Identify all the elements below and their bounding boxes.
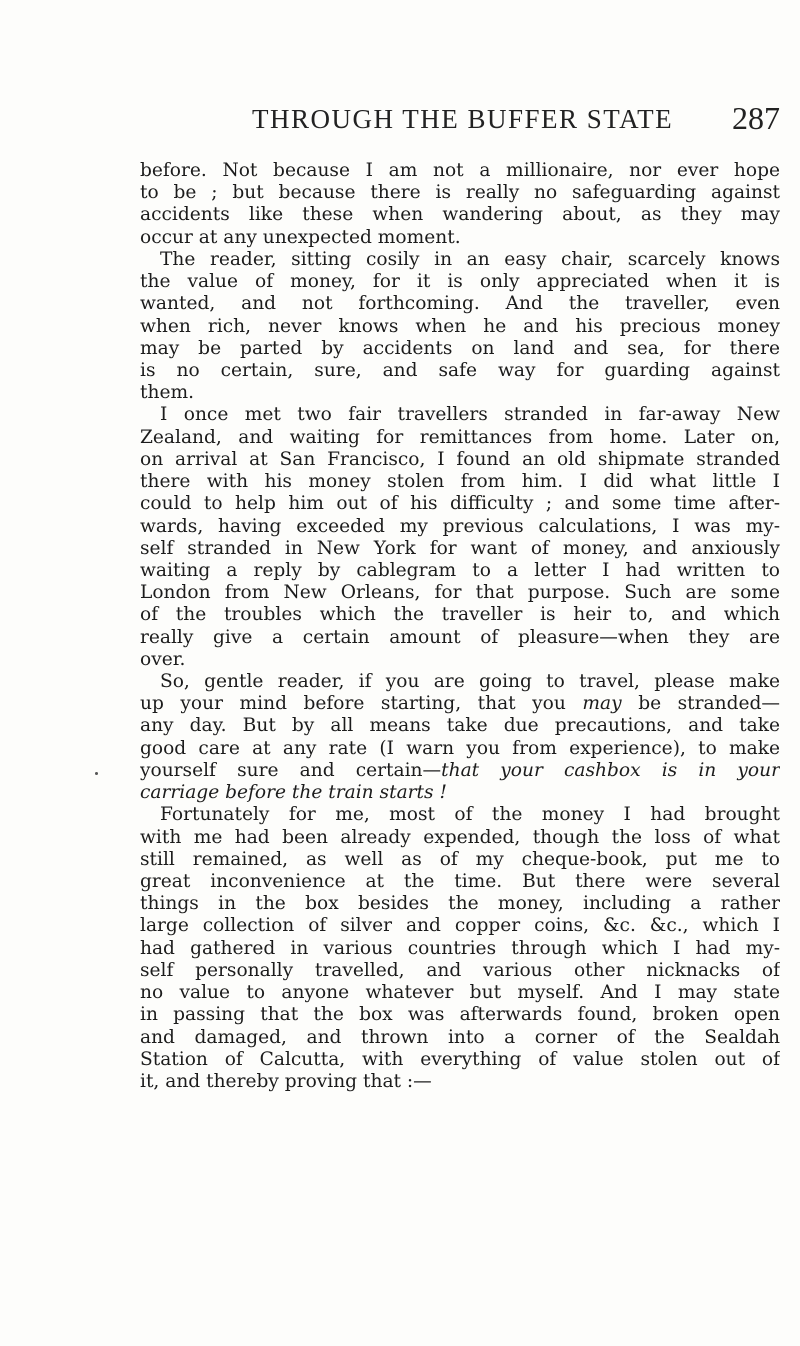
- text-line: it, and thereby proving that :—: [140, 1070, 432, 1092]
- text-line: over.: [140, 648, 186, 670]
- running-title: THROUGH THE BUFFER STATE: [252, 104, 674, 134]
- text-line: no value to anyone whatever but myself. And I may state: [140, 982, 780, 1004]
- text-line: [140, 760, 780, 782]
- text-line: had gathered in various countries through which I had my-: [140, 937, 780, 959]
- text-line: Station of Calcutta, with everything of value stolen out of: [140, 1048, 780, 1070]
- text-line: Fortunately for me, most of the money I had brought: [160, 804, 780, 826]
- running-header: [140, 100, 780, 144]
- text-line: there with his money stolen from him. I did what little I: [140, 471, 780, 493]
- text-line: Zealand, and waiting for remittances from home. Later on,: [140, 426, 780, 448]
- text-line: self stranded in New York for want of money, and anxiously: [140, 537, 780, 559]
- text-segment: up your mind before starting, that you: [140, 693, 566, 715]
- text-line: London from New Orleans, for that purpose. Such are some: [140, 582, 780, 604]
- text-line: The reader, sitting cosily in an easy chair, scarcely knows: [160, 248, 780, 270]
- margin-mark: [95, 772, 98, 775]
- text-segment: be stranded—: [638, 693, 780, 715]
- text-line: wards, having exceeded my previous calculations, I was my-: [140, 515, 780, 537]
- text-line: occur at any unexpected moment.: [140, 226, 461, 248]
- text-line: on arrival at San Francisco, I found an old shipmate stranded: [140, 448, 780, 470]
- text-line: things in the box besides the money, including a rather: [140, 893, 780, 915]
- text-line: could to help him out of his difficulty ; and some time after-: [140, 493, 780, 515]
- text-line: great inconvenience at the time. But there were several: [140, 871, 780, 892]
- text-line: [140, 693, 780, 715]
- text-line: large collection of silver and copper coins, &c. &c., which I: [140, 915, 780, 937]
- text-line: still remained, as well as of my cheque-book, put me to: [140, 848, 780, 870]
- text-line: and damaged, and thrown into a corner of the Sealdah: [140, 1026, 780, 1048]
- text-line: [140, 782, 780, 804]
- text-line: waiting a reply by cablegram to a letter I had written to: [140, 559, 780, 581]
- text-line: before. Not because I am not a millionaire, nor ever hope: [140, 160, 780, 181]
- text-line: any day. But by all means take due precautions, and take: [140, 715, 780, 737]
- text-line: to be ; but because there is really no safeguarding against: [140, 182, 780, 204]
- text-line: the value of money, for it is only appreciated when it is: [140, 271, 780, 293]
- page-number: 287: [732, 100, 780, 136]
- text-line: may be parted by accidents on land and sea, for there: [140, 337, 780, 359]
- text-line: good care at any rate (I warn you from experience), to make: [140, 737, 780, 759]
- text-line: is no certain, sure, and safe way for guarding against: [140, 359, 780, 381]
- text-line: when rich, never knows when he and his precious money: [140, 315, 780, 337]
- text-line: with me had been already expended, though the loss of what: [140, 826, 780, 848]
- text-line: in passing that the box was afterwards found, broken open: [140, 1004, 780, 1026]
- text-line: of the troubles which the traveller is heir to, and which: [140, 604, 780, 626]
- italic-emphasis: that your cashbox is in your: [441, 759, 780, 781]
- text-line: them.: [140, 382, 194, 404]
- text-line: wanted, and not forthcoming. And the traveller, even: [140, 293, 780, 315]
- text-segment: yourself sure and certain—: [140, 759, 442, 781]
- italic-emphasis: may: [582, 693, 622, 715]
- text-line: So, gentle reader, if you are going to travel, please make: [160, 671, 780, 693]
- text-line: really give a certain amount of pleasure—when they are: [140, 626, 780, 648]
- text-line: self personally travelled, and various other nicknacks of: [140, 959, 780, 981]
- text-line: I once met two fair travellers stranded in far-away New: [160, 404, 780, 426]
- text-line: accidents like these when wandering about, as they may: [140, 204, 780, 226]
- italic-emphasis: carriage before the train starts !: [140, 782, 447, 804]
- body-text: [140, 160, 780, 1093]
